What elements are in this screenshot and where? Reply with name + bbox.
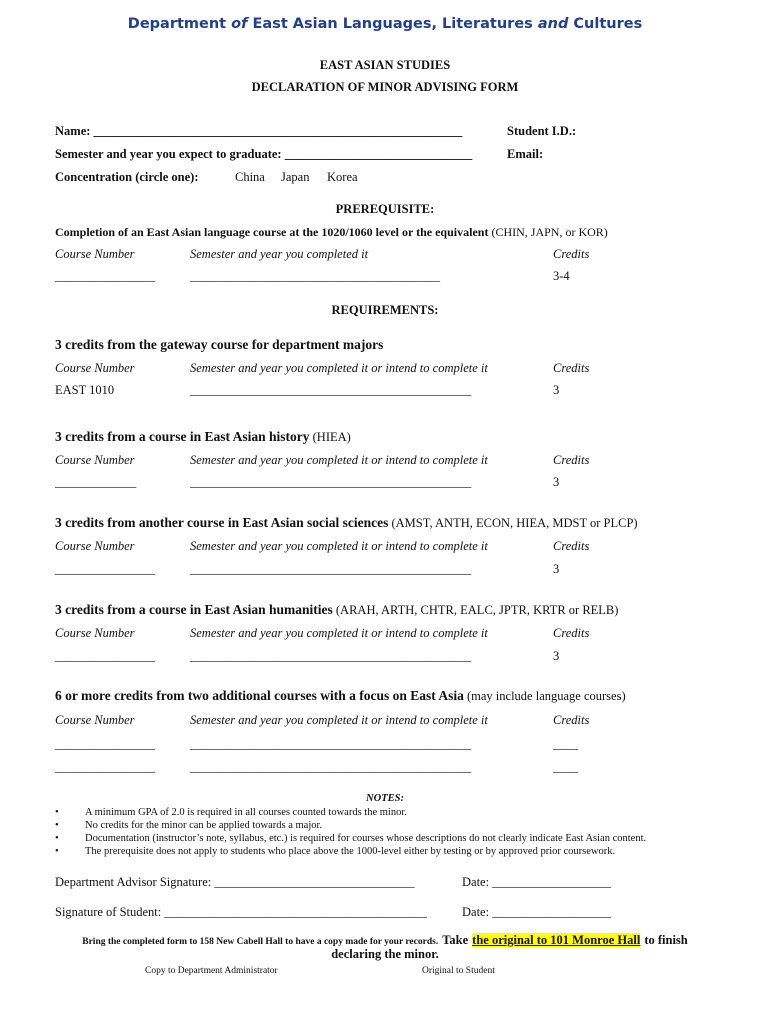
concentration-label: Concentration (circle one): [55, 170, 199, 184]
prereq-semester-field[interactable]: ________________________________________ [190, 269, 440, 283]
copy-to-admin: Copy to Department Administrator [145, 966, 278, 976]
col-semester: Semester and year you completed it or intend to complete it [190, 539, 488, 553]
program-title: EAST ASIAN STUDIES [319, 58, 451, 72]
requirement-heading: 3 credits from the gateway course for department majors [55, 337, 384, 352]
requirement-heading: 3 credits from another course in East Asian social sciences (AMST, ANTH, ECON, HIEA, MDST or PLCP) [55, 515, 638, 530]
prerequisite-title: PREREQUISITE: [335, 202, 435, 216]
advisor-date-field[interactable]: Date: ___________________ [462, 875, 611, 889]
student-date-field[interactable]: Date: ___________________ [462, 905, 611, 919]
requirements-title: REQUIREMENTS: [331, 303, 439, 317]
col-credits: Credits [553, 453, 590, 467]
col-course: Course Number [55, 453, 135, 467]
col-course: Course Number [55, 539, 135, 553]
credits-field[interactable]: ____ [553, 760, 578, 774]
col-credits: Credits [553, 626, 590, 640]
col-semester: Semester and year you completed it or intend to complete it [190, 453, 488, 467]
course-field[interactable]: ________________ [55, 649, 155, 663]
col-course: Course Number [55, 713, 135, 727]
col-course: Course Number [55, 361, 135, 375]
prereq-col-credits: Credits [553, 247, 590, 261]
semester-field[interactable]: _____________________________________________ [190, 562, 472, 576]
credits-value: 3 [553, 562, 560, 576]
note-bullet: • [55, 807, 59, 818]
course-field[interactable]: _____________ [55, 475, 137, 489]
credits-field[interactable]: ____ [553, 737, 578, 751]
highlighted-instruction: the original to 101 Monroe Hall [472, 933, 641, 947]
note-item: No credits for the minor can be applied towards a major. [85, 820, 323, 831]
credits-value: 3 [553, 475, 560, 489]
semester-field[interactable]: _____________________________________________ [190, 737, 472, 751]
semester-field[interactable]: _____________________________________________ [190, 383, 472, 397]
credits-value: 3 [553, 649, 560, 663]
credits-value: 3 [553, 383, 560, 397]
prereq-course-field[interactable]: ________________ [55, 269, 155, 283]
col-semester: Semester and year you completed it or intend to complete it [190, 713, 488, 727]
prereq-col-semester: Semester and year you completed it [190, 247, 369, 261]
course-field: EAST 1010 [55, 383, 115, 397]
col-semester: Semester and year you completed it or intend to complete it [190, 361, 488, 375]
note-bullet: • [55, 833, 59, 844]
form-title: DECLARATION OF MINOR ADVISING FORM [251, 80, 519, 94]
col-credits: Credits [553, 361, 590, 375]
submission-instructions-end: declaring the minor. [331, 947, 439, 961]
col-credits: Credits [553, 713, 590, 727]
option-japan[interactable]: Japan [281, 170, 310, 184]
option-china[interactable]: China [235, 170, 265, 184]
advisor-signature-field[interactable]: Department Advisor Signature: ________________________________ [55, 875, 415, 889]
course-field[interactable]: ________________ [55, 760, 155, 774]
requirement-heading: 3 credits from a course in East Asian humanities (ARAH, ARTH, CHTR, EALC, JPTR, KRTR or RELB) [55, 602, 619, 617]
semester-field[interactable]: _____________________________________________ [190, 760, 472, 774]
course-field[interactable]: ________________ [55, 737, 155, 751]
requirement-heading: 3 credits from a course in East Asian history (HIEA) [55, 429, 351, 444]
col-credits: Credits [553, 539, 590, 553]
note-item: The prerequisite does not apply to students who place above the 1000-level either by testing or by approved prior coursework. [85, 846, 616, 857]
requirement-heading: 6 or more credits from two additional courses with a focus on East Asia (may include language courses) [55, 688, 626, 703]
student-id-field[interactable]: Student I.D.: [507, 124, 577, 138]
notes-title: NOTES: [366, 793, 404, 804]
prereq-credits: 3-4 [553, 269, 570, 283]
note-item: Documentation (instructor’s note, syllabus, etc.) is required for courses whose descriptions do not clearly indicate East Asian content. [85, 833, 647, 844]
prerequisite-description: Completion of an East Asian language course at the 1020/1060 level or the equivalent (CHIN, JAPN, or KOR) [55, 225, 608, 239]
graduation-field[interactable]: Semester and year you expect to graduate: ______________________________ [55, 147, 473, 161]
student-signature-field[interactable]: Signature of Student: __________________________________________ [55, 905, 427, 919]
department-title: Department of East Asian Languages, Literatures and Cultures [127, 16, 643, 32]
note-item: A minimum GPA of 2.0 is required in all courses counted towards the minor. [85, 807, 407, 818]
semester-field[interactable]: _____________________________________________ [190, 475, 472, 489]
email-field[interactable]: Email: [507, 147, 544, 161]
col-semester: Semester and year you completed it or intend to complete it [190, 626, 488, 640]
note-bullet: • [55, 820, 59, 831]
option-korea[interactable]: Korea [327, 170, 358, 184]
course-field[interactable]: ________________ [55, 562, 155, 576]
submission-instructions: Bring the completed form to 158 New Cabell Hall to have a copy made for your records. Take the original to 101 Monroe Hall to finish [82, 933, 688, 947]
note-bullet: • [55, 846, 59, 857]
col-course: Course Number [55, 626, 135, 640]
original-to-student: Original to Student [422, 966, 495, 976]
name-field[interactable]: Name: ___________________________________________________________ [55, 124, 463, 138]
prereq-col-course: Course Number [55, 247, 135, 261]
semester-field[interactable]: _____________________________________________ [190, 649, 472, 663]
